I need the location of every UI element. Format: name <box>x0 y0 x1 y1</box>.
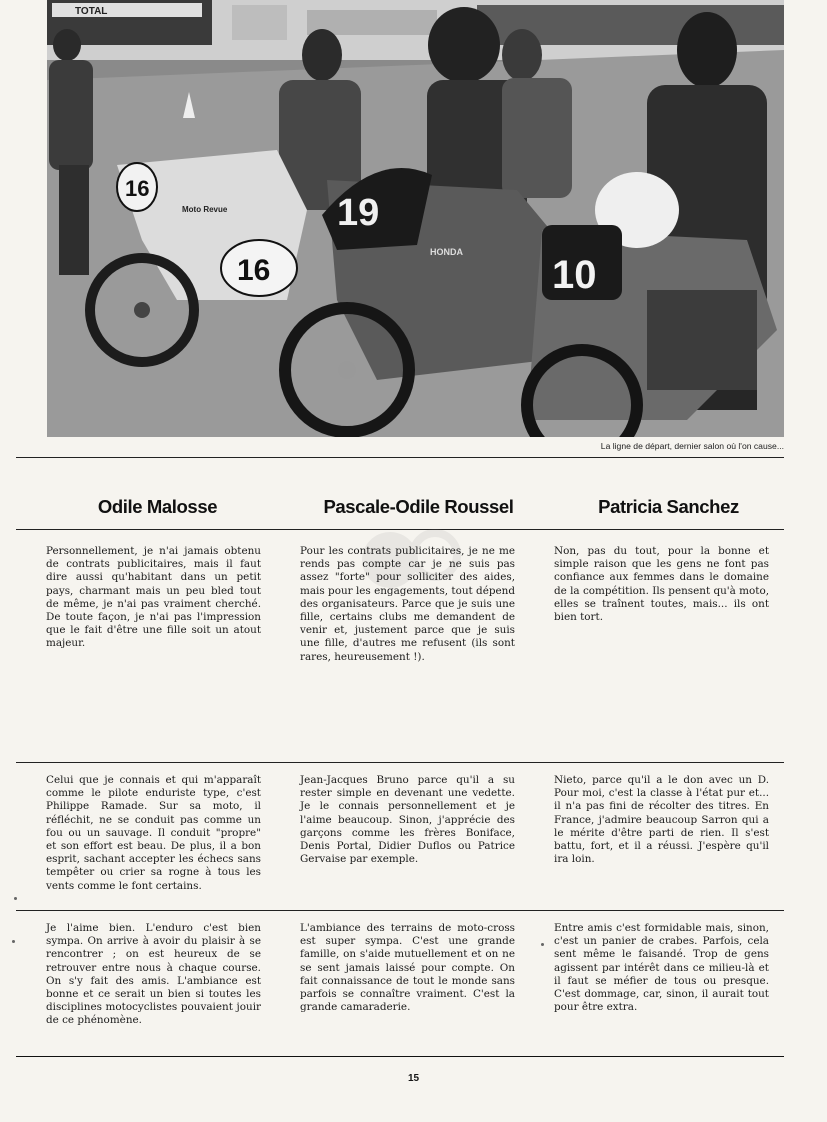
answer-text: Pour les contrats publicitaires, je ne me rends pas compte car je ne suis pas assez "forte" pour solliciter des aides, mais pour les engagements, tout dépend des organisateurs. Parce que je suis une fille, certains clubs me demandent de venir et, justement parce que je suis une fille, d'autres me refusent (ils sont rares, heureusement !). <box>300 545 515 663</box>
answer-text: Non, pas du tout, pour la bonne et simple raison que les gens ne font pas confiance aux femmes dans le domaine de la compétition. Ils pensent qu'à moto, elles se traînent toutes, mais... ils ont bien tort. <box>554 545 769 624</box>
interviewee-name-1: Odile Malosse <box>97 496 218 517</box>
race-number-19: 19 <box>337 192 380 234</box>
tank-brand: HONDA <box>430 247 463 257</box>
answer-text: Entre amis c'est formidable mais, sinon, c'est un panier de crabes. Parfois, cela sent même le faisandé. Trop de gens agissent par intérêt dans ce milieu-là et il faut se méfier de tous ou presque. C'est dommage, car, sinon, il aurait tout pour être extra. <box>554 922 769 1014</box>
interviewee-name-3: Patricia Sanchez <box>598 496 739 517</box>
divider-top <box>16 457 784 458</box>
race-number-10: 10 <box>552 253 597 297</box>
print-speck <box>12 940 15 943</box>
divider-bottom <box>16 1056 784 1057</box>
banner-sign: TOTAL <box>75 6 108 17</box>
divider-row-3 <box>16 910 784 911</box>
race-number-side: 16 <box>237 254 271 287</box>
sponsor-decal: Moto Revue <box>182 205 228 214</box>
paddock-photo <box>47 0 784 437</box>
answer-text: Jean-Jacques Bruno parce qu'il a su rester simple en devenant une vedette. Je le connais personnellement et je l'aime beaucoup. Sinon, j'apprécie des garçons comme les frères Boniface, Denis Portal, Didier Duflos ou Patrice Gervaise par exemple. <box>300 774 515 866</box>
race-number-front: 16 <box>125 176 150 201</box>
answer-text: Personnellement, je n'ai jamais obtenu de contrats publicitaires, mais il faut dire aussi qu'habitant dans un petit pays, charmant mais un peu bled tout de même, je n'ai pas vraiment cherché. De toute façon, je n'ai pas l'impression que le fait d'être une fille soit un atout majeur. <box>46 545 261 650</box>
answer-text: Nieto, parce qu'il a le don avec un D. Pour moi, c'est la classe à l'état pur et... il n'a pas fini de récolter des titres. En France, j'admire beaucoup Sarron qui a le mérite d'être parti de rien. Il s'est battu, fort, et il a réussi. J'espère qu'il ira loin. <box>554 774 769 866</box>
answer-text: Je l'aime bien. L'enduro c'est bien sympa. On arrive à avoir du plaisir à se rencontrer ; on est heureux de se retrouver entre nous à chaque course. On s'y fait des amis. L'ambiance est bonne et ce serait un bien si toutes les disciplines motocyclistes pouvaient jouir de ce phénomène. <box>46 922 261 1027</box>
answer-text: L'ambiance des terrains de moto-cross est super sympa. C'est une grande famille, on s'aide mutuellement et on ne se sent jamais laissé pour compte. On fait connaissance de tout le monde sans parfois se connaître vraiment. C'est la grande camaraderie. <box>300 922 515 1014</box>
page-number: 15 <box>407 1073 420 1084</box>
print-speck <box>14 897 17 900</box>
divider-row-2 <box>16 762 784 763</box>
interviewee-name-2: Pascale-Odile Roussel <box>323 496 514 517</box>
photo-caption: La ligne de départ, dernier salon où l'on cause... <box>600 441 784 451</box>
print-speck <box>541 943 544 946</box>
answer-text: Celui que je connais et qui m'apparaît comme le pilote enduriste type, c'est Philippe Ramade. Sur sa moto, il réfléchit, ne se conduit pas comme un fou ou un sauvage. Il conduit "propre" et son effort est beau. De plus, il a bon esprit, sachant accepter les échecs sans tempêter ou crier sa rogne à tous les vents comme le font certains. <box>46 774 261 892</box>
riders-and-motorcycles-illustration <box>47 0 784 437</box>
